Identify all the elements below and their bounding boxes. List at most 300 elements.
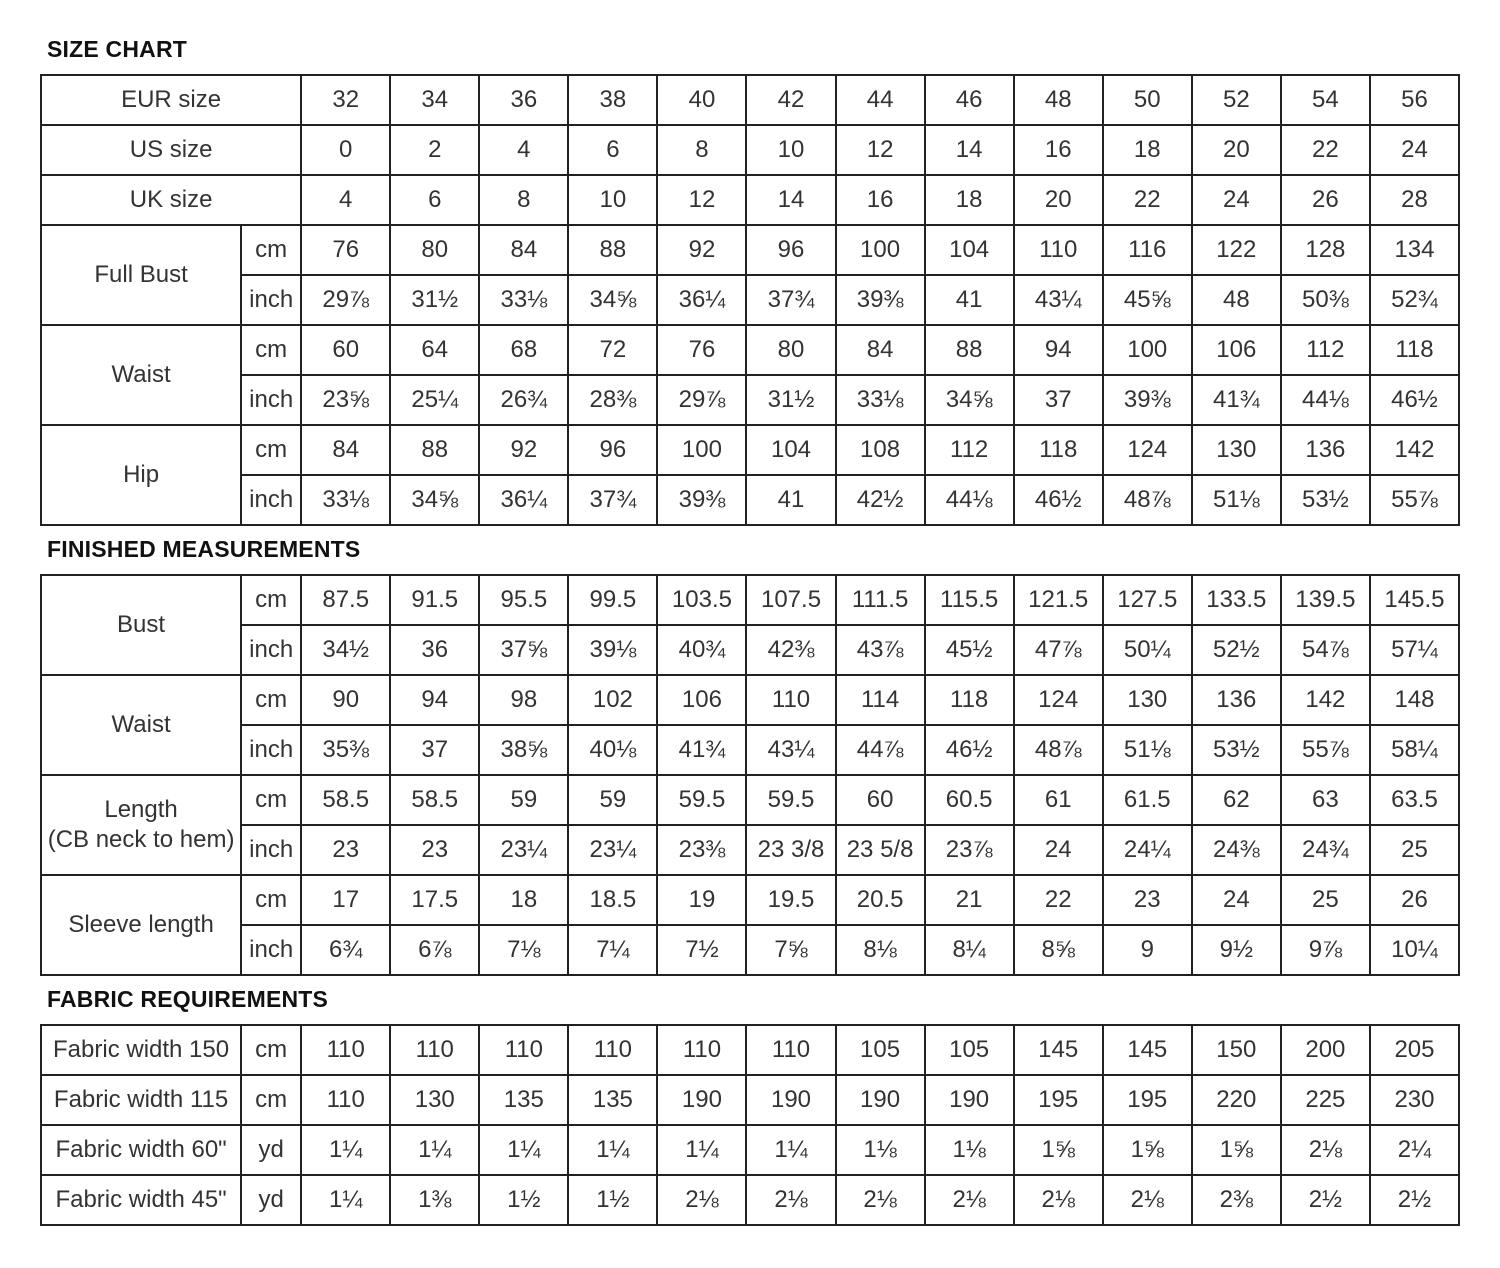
value-cell: 41 <box>925 275 1014 325</box>
value-cell: 9½ <box>1192 925 1281 975</box>
value-cell: 6¾ <box>301 925 390 975</box>
value-cell: 23¼ <box>568 825 657 875</box>
value-cell: 112 <box>925 425 1014 475</box>
value-cell: 35⅜ <box>301 725 390 775</box>
unit-cell: inch <box>241 725 301 775</box>
value-cell: 133.5 <box>1192 575 1281 625</box>
value-cell: 92 <box>479 425 568 475</box>
value-cell: 31½ <box>746 375 835 425</box>
row-label <box>41 225 241 325</box>
value-cell: 28⅜ <box>568 375 657 425</box>
value-cell: 17 <box>301 875 390 925</box>
table-row <box>41 475 1459 525</box>
value-cell: 58.5 <box>390 775 479 825</box>
measurement-label: Hip <box>123 461 160 488</box>
value-cell: 50¼ <box>1103 625 1192 675</box>
value-cell: 45⅝ <box>1103 275 1192 325</box>
value-cell: 32 <box>301 75 390 125</box>
value-cell: 20.5 <box>836 875 925 925</box>
fabric-width-label: Fabric width 150 <box>41 1025 241 1075</box>
value-cell: 130 <box>1103 675 1192 725</box>
table-row <box>41 625 1459 675</box>
value-cell: 121.5 <box>1014 575 1103 625</box>
value-cell: 23 <box>301 825 390 875</box>
value-cell: 36¼ <box>479 475 568 525</box>
value-cell: 2⅛ <box>1281 1125 1370 1175</box>
value-cell: 10 <box>746 125 835 175</box>
value-cell: 44 <box>836 75 925 125</box>
value-cell: 90 <box>301 675 390 725</box>
value-cell: 80 <box>390 225 479 275</box>
value-cell: 8⅝ <box>1014 925 1103 975</box>
value-cell: 190 <box>836 1075 925 1125</box>
unit-cell: cm <box>241 425 301 475</box>
value-cell: 2½ <box>1370 1175 1459 1225</box>
value-cell: 12 <box>657 175 746 225</box>
table-row <box>41 325 1459 375</box>
value-cell: 6 <box>390 175 479 225</box>
table-row <box>41 225 1459 275</box>
value-cell: 33⅛ <box>836 375 925 425</box>
value-cell: 145 <box>1014 1025 1103 1075</box>
value-cell: 84 <box>836 325 925 375</box>
size-chart-table <box>40 74 1460 526</box>
value-cell: 50⅜ <box>1281 275 1370 325</box>
unit-cell: inch <box>241 475 301 525</box>
value-cell: 68 <box>479 325 568 375</box>
value-cell: 59 <box>479 775 568 825</box>
value-cell: 8 <box>657 125 746 175</box>
value-cell: 142 <box>1281 675 1370 725</box>
value-cell: 53½ <box>1192 725 1281 775</box>
value-cell: 1⅝ <box>1014 1125 1103 1175</box>
value-cell: 110 <box>301 1075 390 1125</box>
value-cell: 118 <box>925 675 1014 725</box>
value-cell: 39⅜ <box>657 475 746 525</box>
value-cell: 103.5 <box>657 575 746 625</box>
value-cell: 127.5 <box>1103 575 1192 625</box>
value-cell: 8¼ <box>925 925 1014 975</box>
row-label <box>41 675 241 775</box>
value-cell: 1½ <box>479 1175 568 1225</box>
value-cell: 37¾ <box>568 475 657 525</box>
value-cell: 25 <box>1370 825 1459 875</box>
value-cell: 21 <box>925 875 1014 925</box>
value-cell: 94 <box>390 675 479 725</box>
value-cell: 2⅜ <box>1192 1175 1281 1225</box>
value-cell: 134 <box>1370 225 1459 275</box>
measurement-label: Waist <box>111 361 171 388</box>
value-cell: 39⅜ <box>836 275 925 325</box>
table-row <box>41 1175 1459 1225</box>
value-cell: 200 <box>1281 1025 1370 1075</box>
value-cell: 114 <box>836 675 925 725</box>
value-cell: 34 <box>390 75 479 125</box>
table-row <box>41 925 1459 975</box>
value-cell: 87.5 <box>301 575 390 625</box>
measurement-label: Bust <box>117 611 166 638</box>
size-system-label: UK size <box>41 175 301 225</box>
value-cell: 43⅞ <box>836 625 925 675</box>
value-cell: 26 <box>1370 875 1459 925</box>
value-cell: 44⅛ <box>925 475 1014 525</box>
value-cell: 36¼ <box>657 275 746 325</box>
value-cell: 88 <box>568 225 657 275</box>
value-cell: 96 <box>746 225 835 275</box>
value-cell: 59.5 <box>657 775 746 825</box>
value-cell: 18 <box>925 175 1014 225</box>
unit-cell: cm <box>241 675 301 725</box>
finished-measurements-table <box>40 574 1460 976</box>
size-chart-title: SIZE CHART <box>47 36 187 62</box>
value-cell: 43¼ <box>1014 275 1103 325</box>
fabric-width-label: Fabric width 115 <box>41 1075 241 1125</box>
value-cell: 1¼ <box>479 1125 568 1175</box>
value-cell: 29⅞ <box>301 275 390 325</box>
value-cell: 9⅞ <box>1281 925 1370 975</box>
value-cell: 150 <box>1192 1025 1281 1075</box>
value-cell: 47⅞ <box>1014 625 1103 675</box>
table-row <box>41 425 1459 475</box>
value-cell: 7½ <box>657 925 746 975</box>
table-row <box>41 725 1459 775</box>
value-cell: 34⅝ <box>390 475 479 525</box>
unit-cell: inch <box>241 825 301 875</box>
value-cell: 60 <box>301 325 390 375</box>
value-cell: 40¾ <box>657 625 746 675</box>
value-cell: 23⅜ <box>657 825 746 875</box>
value-cell: 128 <box>1281 225 1370 275</box>
value-cell: 2⅛ <box>925 1175 1014 1225</box>
value-cell: 34⅝ <box>925 375 1014 425</box>
value-cell: 42⅜ <box>746 625 835 675</box>
size-system-label: EUR size <box>41 75 301 125</box>
value-cell: 20 <box>1014 175 1103 225</box>
value-cell: 37 <box>390 725 479 775</box>
value-cell: 84 <box>301 425 390 475</box>
value-cell: 145 <box>1103 1025 1192 1075</box>
value-cell: 51⅛ <box>1192 475 1281 525</box>
value-cell: 20 <box>1192 125 1281 175</box>
finished-measurements-title: FINISHED MEASUREMENTS <box>47 536 361 562</box>
value-cell: 99.5 <box>568 575 657 625</box>
value-cell: 205 <box>1370 1025 1459 1075</box>
value-cell: 2⅛ <box>657 1175 746 1225</box>
value-cell: 104 <box>925 225 1014 275</box>
value-cell: 23⅞ <box>925 825 1014 875</box>
value-cell: 22 <box>1281 125 1370 175</box>
value-cell: 41¾ <box>1192 375 1281 425</box>
value-cell: 25¼ <box>390 375 479 425</box>
unit-cell: inch <box>241 625 301 675</box>
value-cell: 1¼ <box>390 1125 479 1175</box>
value-cell: 18 <box>1103 125 1192 175</box>
value-cell: 1¼ <box>746 1125 835 1175</box>
value-cell: 41 <box>746 475 835 525</box>
value-cell: 110 <box>568 1025 657 1075</box>
table-row <box>41 375 1459 425</box>
value-cell: 19 <box>657 875 746 925</box>
value-cell: 24 <box>1014 825 1103 875</box>
value-cell: 61.5 <box>1103 775 1192 825</box>
value-cell: 28 <box>1370 175 1459 225</box>
value-cell: 1¼ <box>657 1125 746 1175</box>
value-cell: 105 <box>836 1025 925 1075</box>
row-label <box>41 425 241 525</box>
value-cell: 62 <box>1192 775 1281 825</box>
unit-cell: cm <box>241 575 301 625</box>
unit-cell: cm <box>241 325 301 375</box>
unit-cell: yd <box>241 1125 301 1175</box>
value-cell: 25 <box>1281 875 1370 925</box>
table-row <box>41 1075 1459 1125</box>
value-cell: 190 <box>746 1075 835 1125</box>
value-cell: 106 <box>657 675 746 725</box>
value-cell: 16 <box>836 175 925 225</box>
unit-cell: inch <box>241 375 301 425</box>
value-cell: 44⅛ <box>1281 375 1370 425</box>
value-cell: 23 <box>390 825 479 875</box>
value-cell: 195 <box>1014 1075 1103 1125</box>
fabric-width-label: Fabric width 45" <box>41 1175 241 1225</box>
value-cell: 135 <box>568 1075 657 1125</box>
value-cell: 52½ <box>1192 625 1281 675</box>
value-cell: 52 <box>1192 75 1281 125</box>
table-row <box>41 875 1459 925</box>
unit-cell: cm <box>241 225 301 275</box>
table-row <box>41 575 1459 625</box>
value-cell: 37¾ <box>746 275 835 325</box>
value-cell: 60.5 <box>925 775 1014 825</box>
value-cell: 61 <box>1014 775 1103 825</box>
value-cell: 12 <box>836 125 925 175</box>
value-cell: 6⅞ <box>390 925 479 975</box>
value-cell: 190 <box>657 1075 746 1125</box>
value-cell: 2 <box>390 125 479 175</box>
value-cell: 16 <box>1014 125 1103 175</box>
value-cell: 107.5 <box>746 575 835 625</box>
value-cell: 124 <box>1103 425 1192 475</box>
value-cell: 33⅛ <box>301 475 390 525</box>
value-cell: 102 <box>568 675 657 725</box>
value-cell: 34½ <box>301 625 390 675</box>
value-cell: 94 <box>1014 325 1103 375</box>
value-cell: 110 <box>390 1025 479 1075</box>
value-cell: 39⅜ <box>1103 375 1192 425</box>
value-cell: 45½ <box>925 625 1014 675</box>
value-cell: 50 <box>1103 75 1192 125</box>
value-cell: 110 <box>746 1025 835 1075</box>
value-cell: 22 <box>1014 875 1103 925</box>
value-cell: 24 <box>1192 875 1281 925</box>
table-row <box>41 825 1459 875</box>
value-cell: 36 <box>390 625 479 675</box>
value-cell: 23⅝ <box>301 375 390 425</box>
value-cell: 108 <box>836 425 925 475</box>
value-cell: 88 <box>390 425 479 475</box>
value-cell: 24¼ <box>1103 825 1192 875</box>
value-cell: 80 <box>746 325 835 375</box>
value-cell: 37 <box>1014 375 1103 425</box>
value-cell: 1⅛ <box>836 1125 925 1175</box>
value-cell: 0 <box>301 125 390 175</box>
value-cell: 34⅝ <box>568 275 657 325</box>
value-cell: 2⅛ <box>1103 1175 1192 1225</box>
value-cell: 8 <box>479 175 568 225</box>
table-row <box>41 1125 1459 1175</box>
value-cell: 106 <box>1192 325 1281 375</box>
value-cell: 100 <box>836 225 925 275</box>
value-cell: 2⅛ <box>746 1175 835 1225</box>
value-cell: 110 <box>301 1025 390 1075</box>
value-cell: 104 <box>746 425 835 475</box>
value-cell: 42½ <box>836 475 925 525</box>
value-cell: 56 <box>1370 75 1459 125</box>
value-cell: 36 <box>479 75 568 125</box>
fabric-requirements-table <box>40 1024 1460 1226</box>
value-cell: 139.5 <box>1281 575 1370 625</box>
value-cell: 58.5 <box>301 775 390 825</box>
value-cell: 26¾ <box>479 375 568 425</box>
value-cell: 60 <box>836 775 925 825</box>
value-cell: 23 3/8 <box>746 825 835 875</box>
value-cell: 38 <box>568 75 657 125</box>
value-cell: 84 <box>479 225 568 275</box>
value-cell: 230 <box>1370 1075 1459 1125</box>
value-cell: 7⅝ <box>746 925 835 975</box>
value-cell: 118 <box>1014 425 1103 475</box>
unit-cell: cm <box>241 1075 301 1125</box>
value-cell: 33⅛ <box>479 275 568 325</box>
row-label <box>41 325 241 425</box>
value-cell: 37⅝ <box>479 625 568 675</box>
value-cell: 39⅛ <box>568 625 657 675</box>
value-cell: 10 <box>568 175 657 225</box>
value-cell: 24 <box>1192 175 1281 225</box>
value-cell: 1¼ <box>301 1175 390 1225</box>
value-cell: 92 <box>657 225 746 275</box>
value-cell: 110 <box>1014 225 1103 275</box>
value-cell: 9 <box>1103 925 1192 975</box>
value-cell: 23¼ <box>479 825 568 875</box>
measurement-label: Waist <box>111 711 171 738</box>
value-cell: 46½ <box>1014 475 1103 525</box>
value-cell: 31½ <box>390 275 479 325</box>
value-cell: 14 <box>746 175 835 225</box>
value-cell: 225 <box>1281 1075 1370 1125</box>
value-cell: 29⅞ <box>657 375 746 425</box>
unit-cell: yd <box>241 1175 301 1225</box>
value-cell: 4 <box>479 125 568 175</box>
value-cell: 110 <box>746 675 835 725</box>
table-row <box>41 675 1459 725</box>
value-cell: 63 <box>1281 775 1370 825</box>
unit-cell: cm <box>241 875 301 925</box>
value-cell: 38⅝ <box>479 725 568 775</box>
value-cell: 64 <box>390 325 479 375</box>
value-cell: 18 <box>479 875 568 925</box>
row-label <box>41 875 241 975</box>
value-cell: 40⅛ <box>568 725 657 775</box>
value-cell: 46½ <box>925 725 1014 775</box>
value-cell: 51⅛ <box>1103 725 1192 775</box>
value-cell: 145.5 <box>1370 575 1459 625</box>
value-cell: 54⅞ <box>1281 625 1370 675</box>
value-cell: 110 <box>479 1025 568 1075</box>
value-cell: 1⅝ <box>1192 1125 1281 1175</box>
row-label <box>41 775 241 875</box>
value-cell: 100 <box>657 425 746 475</box>
table-row <box>41 75 1459 125</box>
unit-cell: cm <box>241 775 301 825</box>
value-cell: 10¼ <box>1370 925 1459 975</box>
value-cell: 48⅞ <box>1014 725 1103 775</box>
value-cell: 6 <box>568 125 657 175</box>
value-cell: 115.5 <box>925 575 1014 625</box>
value-cell: 95.5 <box>479 575 568 625</box>
value-cell: 1¼ <box>301 1125 390 1175</box>
value-cell: 124 <box>1014 675 1103 725</box>
value-cell: 17.5 <box>390 875 479 925</box>
value-cell: 7¼ <box>568 925 657 975</box>
value-cell: 130 <box>1192 425 1281 475</box>
value-cell: 18.5 <box>568 875 657 925</box>
value-cell: 26 <box>1281 175 1370 225</box>
value-cell: 2½ <box>1281 1175 1370 1225</box>
value-cell: 76 <box>301 225 390 275</box>
value-cell: 1⅜ <box>390 1175 479 1225</box>
value-cell: 190 <box>925 1075 1014 1125</box>
value-cell: 19.5 <box>746 875 835 925</box>
unit-cell: inch <box>241 275 301 325</box>
value-cell: 110 <box>657 1025 746 1075</box>
value-cell: 136 <box>1281 425 1370 475</box>
value-cell: 46½ <box>1370 375 1459 425</box>
value-cell: 43¼ <box>746 725 835 775</box>
value-cell: 7⅛ <box>479 925 568 975</box>
value-cell: 52¾ <box>1370 275 1459 325</box>
value-cell: 1⅝ <box>1103 1125 1192 1175</box>
value-cell: 105 <box>925 1025 1014 1075</box>
value-cell: 98 <box>479 675 568 725</box>
value-cell: 53½ <box>1281 475 1370 525</box>
value-cell: 24¾ <box>1281 825 1370 875</box>
value-cell: 91.5 <box>390 575 479 625</box>
table-row <box>41 775 1459 825</box>
value-cell: 136 <box>1192 675 1281 725</box>
value-cell: 1¼ <box>568 1125 657 1175</box>
value-cell: 130 <box>390 1075 479 1125</box>
value-cell: 2⅛ <box>836 1175 925 1225</box>
value-cell: 72 <box>568 325 657 375</box>
value-cell: 76 <box>657 325 746 375</box>
value-cell: 57¼ <box>1370 625 1459 675</box>
measurement-label: Full Bust <box>94 261 188 288</box>
unit-cell: cm <box>241 1025 301 1075</box>
value-cell: 111.5 <box>836 575 925 625</box>
value-cell: 42 <box>746 75 835 125</box>
value-cell: 58¼ <box>1370 725 1459 775</box>
value-cell: 54 <box>1281 75 1370 125</box>
value-cell: 59 <box>568 775 657 825</box>
value-cell: 195 <box>1103 1075 1192 1125</box>
size-system-label: US size <box>41 125 301 175</box>
value-cell: 2¼ <box>1370 1125 1459 1175</box>
value-cell: 4 <box>301 175 390 225</box>
value-cell: 48⅞ <box>1103 475 1192 525</box>
value-cell: 1½ <box>568 1175 657 1225</box>
table-row <box>41 125 1459 175</box>
